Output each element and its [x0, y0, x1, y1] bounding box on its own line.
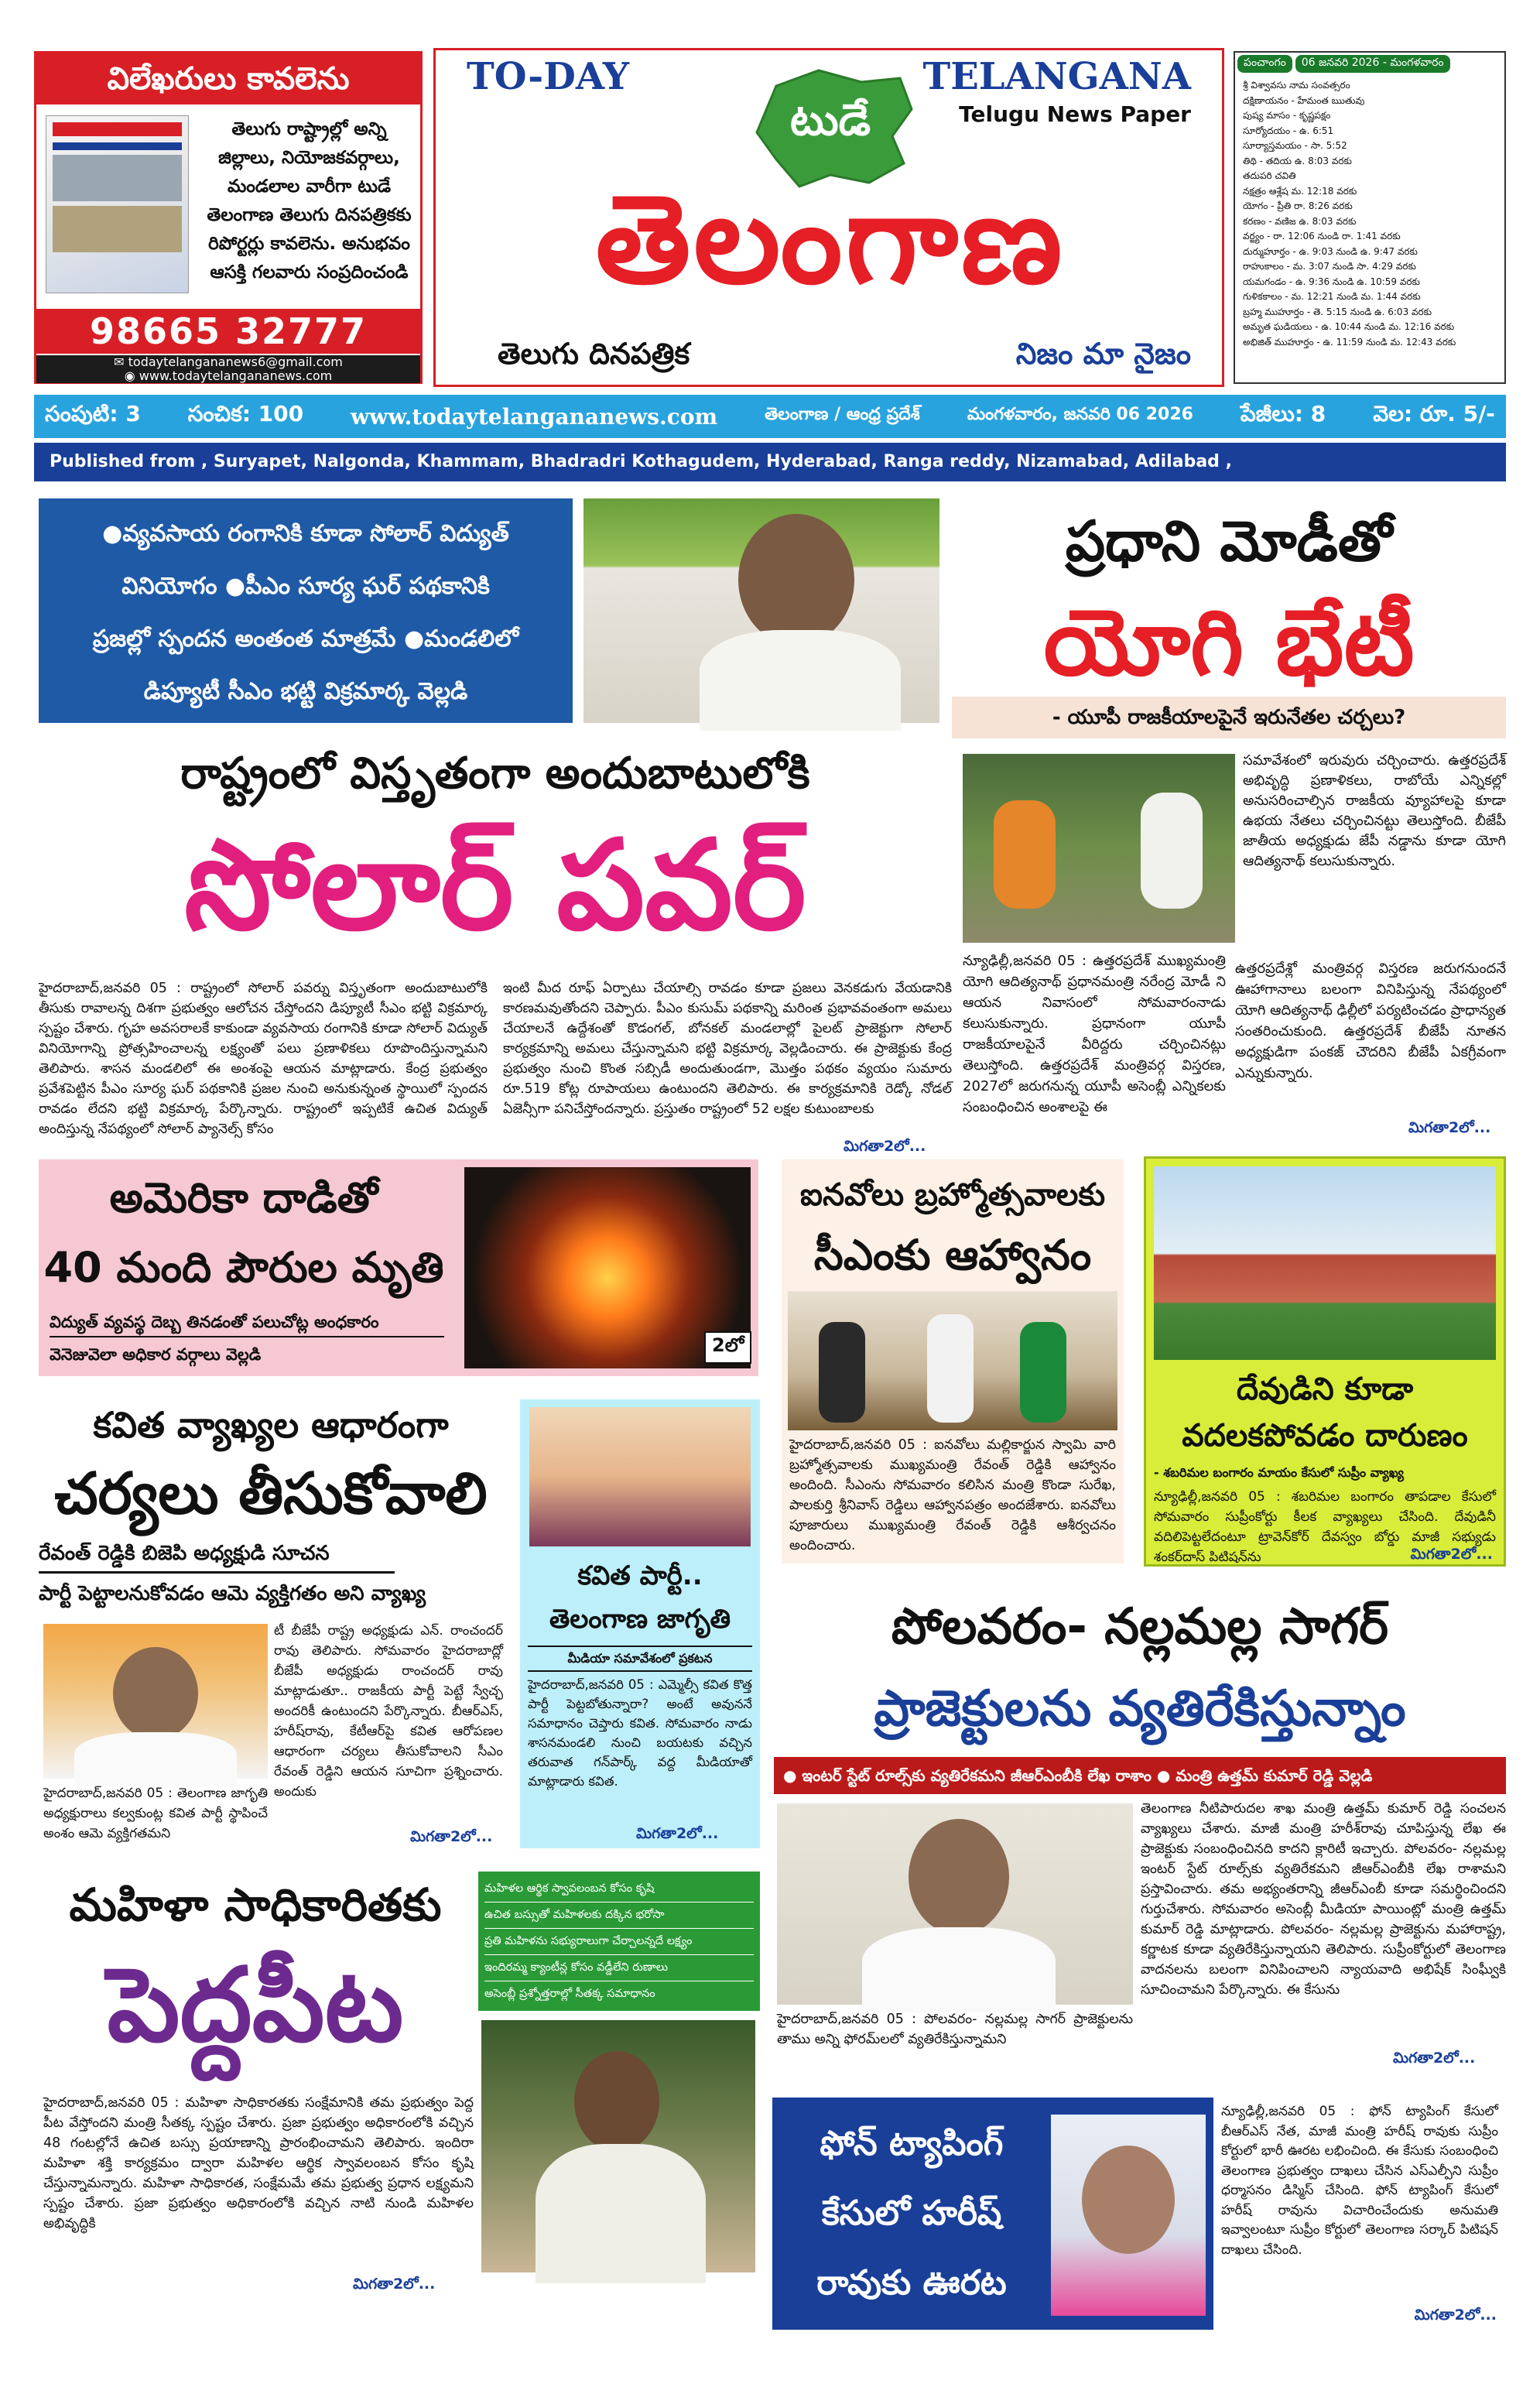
women-bullets-box [478, 1872, 760, 2011]
published-from: Published from , Suryapet, Nalgonda, Khammam, Bhadradri Kothagudem, Hyderabad, Ranga reddy, Nizamabad, Adilabad , [50, 452, 1232, 471]
kavitha-line1: కవిత వ్యాఖ్యల ఆధారంగా [93, 1404, 449, 1446]
panchangam-line: బ్రహ్మ ముహూర్తం - తె. 5:15 నుండి ఉ. 6:03 వరకు [1243, 306, 1432, 317]
kavitha-photo [529, 1407, 751, 1546]
ad-email[interactable]: todaytelangananews6@gmail.com [128, 354, 343, 369]
ad-newspaper-image [46, 115, 189, 293]
supreme-line1: దేవుడిని కూడా [1236, 1372, 1414, 1407]
masthead-tagline: Telugu News Paper [959, 101, 1191, 127]
ad-body: తెలుగు రాష్ట్రాల్లో అన్ని జిల్లాలు, నియోజకవర్గాలు, మండలాల వారీగా టుడే తెలంగాణ తెలుగు దినపత్రికకు రిపోర్టర్లు కావలెను. అనుభవం ఆసక్తి గలవారు సంప్రదించండి [207, 119, 412, 283]
masthead-today: TO-DAY [467, 55, 629, 98]
america-line2: 40 మంది పౌరుల మృతి [43, 1243, 444, 1292]
globe-icon: ◉ [124, 368, 139, 383]
america-line4: వెనెజువెలా అధికార వర్గాలు వెల్లడి [50, 1345, 262, 1364]
phone-body-panel [1213, 2098, 1506, 2330]
states: తెలంగాణ / ఆంధ్ర ప్రదేశ్ [765, 405, 920, 424]
supreme-body: న్యూఢిల్లీ,జనవరి 05 : శబరిమల బంగారం తాపడాల కేసులో సోమవారం సుప్రీంకోర్టు కీలక వ్యాఖ్యలు చేసింది. దేవుడినీ వదిలిపెట్టలేదంటూ ట్రావెన్‌కోర్ దేవస్వం బోర్డు మాజీ సభ్యుడు శంకర్‌దాస్ పిటిషన్‌ను [1154, 1489, 1496, 1565]
modi-continued[interactable]: మిగతా2లో... [1408, 1119, 1491, 1136]
solar-bullet-line: వినియోగం ●పీఎం సూర్య ఘర్ పథకానికి [121, 573, 490, 600]
solar-body-col2: ఇంటి మీద రూఫ్ ఏర్పాటు చేయాల్సి రావడం కూడా ప్రజలు వెనకడుగు వేయడానికి కారణమవుతోందని చెప్పారు. పీఎం కుసుమ్ పథకాన్ని మరింత ప్రభావవంతంగా అమలు చేయాలనే ఉద్దేశంతో కొడంగల్, బోనకల్ మండలాల్లో పైలట్ ప్రాజెక్టుగా సోలార్ కార్యక్రమాన్ని అమలు చేస్తున్నామని భట్టి విక్రమార్క వెల్లడించారు. ఈ ప్రాజెక్టుకు కేంద్ర ప్రభుత్వం నుంచి కొంత సబ్సిడీ అందుతుండగా, మొత్తం పథకం వ్యయం సుమారు రూ.519 కోట్ల రూపాయలు ఉంటుందని తెలిపారు. ఈ కార్యక్రమానికి రెడ్కో నోడల్ ఏజెన్సీగా పనిచేస్తోందన్నారు. ప్రస్తుతం రాష్ట్రంలో 52 లక్షల కుటుంబాలకు [503, 981, 952, 1117]
america-line3: విద్యుత్ వ్యవస్థ దెబ్బ తినడంతో పలుచోట్ల అంధకారం [50, 1308, 444, 1337]
solar-headline: సోలార్ పవర్ [184, 813, 806, 957]
women-bullet: ఇందిరమ్మ క్యాంటీన్ల కోసం వడ్డీలేని రుణాలు [484, 1955, 754, 1981]
solar-continued[interactable]: మిగతా2లో... [844, 1138, 926, 1155]
kavitha-party-body: హైదరాబాద్,జనవరి 05 : ఎమ్మెల్సీ కవిత కొత్త పార్టీ పెట్టబోతున్నారా? అంటే అవుననే సమాధానం చెప్తారు కవిత. సోమవారం నాడు శాసనమండలి నుంచి బయటకు వచ్చిన తరువాత గన్‌పార్క్ వద్ద మీడియాతో మాట్లాడారు కవిత. [528, 1677, 752, 1789]
panchangam-box [1234, 51, 1506, 384]
published-from-bar [34, 443, 1506, 481]
volume: సంపుటి: 3 [45, 401, 141, 426]
bjp-president-photo [43, 1624, 268, 1779]
panchangam-line: దుర్ముహూర్తం - ఉ. 9:03 నుండి ఉ. 9:47 వరకు [1243, 245, 1418, 257]
solar-bullet-line: ప్రజల్లో స్పందన అంతంత మాత్రమే ●మండలిలో [92, 625, 519, 652]
polavaram-line1: పోలవరం- నల్లమల్ల సాగర్ [891, 1598, 1389, 1656]
price: వెల: రూ. 5/- [1373, 401, 1495, 426]
phone-continued[interactable]: మిగతా2లో... [1414, 2307, 1497, 2324]
ainavolu-line2: సీఎంకు ఆహ్వానం [813, 1231, 1092, 1279]
kavitha-line4: పార్టీ పెట్టాలనుకోవడం ఆమె వ్యక్తిగతం అని వ్యాఖ్య [39, 1582, 426, 1605]
cm-meeting-photo [788, 1291, 1117, 1430]
women-bullet: ప్రతి మహిళను సభ్యురాలుగా చేర్చాలన్నదే లక్ష్యం [484, 1929, 754, 1955]
modi-headline: యోగి భేటీ [1043, 589, 1415, 696]
ainavolu-body: హైదరాబాద్,జనవరి 05 : ఐనవోలు మల్లికార్జున స్వామి వారి బ్రహ్మోత్సవాలకు ముఖ్యమంత్రి రేవంత్ రెడ్డికి ఆహ్వానం అందింది. సీఎంను సోమవారం కలిసిన మంత్రి కొండా సురేఖ, పాలకుర్తి శ్రీనివాస్ రెడ్డిలు ఆహ్వానపత్రం అందజేశారు. ఐనవోలు పూజారులు ముఖ్యమంత్రి రేవంత్ రెడ్డికి ఆశీర్వచనం అందించారు. [789, 1437, 1116, 1553]
panchangam-line: రాహుకాలం - మ. 3:07 నుండి సా. 4:29 వరకు [1243, 261, 1416, 272]
kavitha-continued[interactable]: మిగతా2లో... [410, 1828, 493, 1845]
kavitha-body-right: టీ బీజేపీ రాష్ట్ర అధ్యక్షుడు ఎన్. రాంచందర్ రావు తెలిపారు. సోమవారం హైదరాబాద్లో బీజేపీ అధ్యక్షుడు రాంచందర్ రావు మాట్లాడుతూ.. రాజకీయ పార్టీ పెట్టే స్వేచ్ఛ అందరికీ ఉంటుందని పేర్కొన్నారు. బీఆర్ఎస్, హరీష్‌రావు, కేటీఆర్‌పై కవిత ఆరోపణల ఆధారంగా చర్యలు తీసుకోవాలని సీఎం రేవంత్ రెడ్డిని ఆయన సూచిగా ప్రశ్నించారు. అందుకు [274, 1623, 503, 1800]
modi-body-bottom: న్యూఢిల్లీ,జనవరి 05 : ఉత్తరప్రదేశ్ ముఖ్యమంత్రి యోగి ఆదిత్యనాథ్ ప్రధానమంత్రి నరేంద్ర మోడీ ని ఆయన నివాసంలో సోమవారంనాడు కలుసుకున్నారు. ప్రధానంగా యూపీ రాజకీయాలపైనే వీరిద్దరు చర్చించినట్లు తెలుస్తోంది. ఉత్తరప్రదేశ్ మంత్రివర్గ విస్తరణ, 2027లో జరుగనున్న యూపీ అసెంబ్లీ ఎన్నికలకు సంబంధించిన అంశాలపై ఈ [963, 953, 1226, 1115]
kavitha-party-line2: తెలంగాణ జాగృతి [549, 1604, 731, 1635]
modi-kicker: ప్రధాని మోడీతో [1065, 509, 1393, 574]
panchangam-line: యోగం - ప్రీతి రా. 8:26 వరకు [1243, 200, 1353, 211]
kavitha-line2: చర్యలు తీసుకోవాలి [54, 1461, 488, 1527]
kavitha-party-line3: మీడియా సమావేశంలో ప్రకటన [528, 1646, 752, 1672]
women-line1: మహిళా సాధికారితకు [69, 1878, 442, 1931]
panchangam-line: వర్జ్యం - రా. 12:06 నుండి రా. 1:41 వరకు [1243, 231, 1401, 241]
uttam-kumar-photo [777, 1803, 1133, 2005]
info-bar [34, 395, 1506, 438]
kavitha-party-box [520, 1399, 760, 1848]
kavitha-line3: రేవంత్ రెడ్డికి బిజెపి అధ్యక్షుడి సూచన [39, 1536, 395, 1574]
harish-rao-photo [1051, 2115, 1206, 2316]
panchangam-line: గుళికకాలం - మ. 12:21 నుండి మ. 1:44 వరకు [1243, 291, 1421, 302]
website-link[interactable]: www.todaytelangananews.com [351, 403, 718, 430]
panchangam-line: నక్షత్రం ఆశ్లేష మ. 12:18 వరకు [1243, 185, 1357, 197]
america-page-badge[interactable]: 2లో [704, 1331, 751, 1364]
polavaram-line2: ప్రాజెక్టులను వ్యతిరేకిస్తున్నాం [874, 1680, 1406, 1738]
kavitha-body-bottom: హైదరాబాద్,జనవరి 05 : తెలంగాణ జాగృతి అధ్యక్షురాలు కల్వకుంట్ల కవిత పార్టీ స్థాపించే అంశం ఆమె వ్యక్తిగతమని [43, 1786, 268, 1841]
masthead-daily: తెలుగు దినపత్రిక [498, 337, 690, 371]
supreme-subhead: - శబరిమల బంగారం మాయం కేసులో సుప్రీం వ్యాఖ్య [1154, 1465, 1404, 1480]
panchangam-date: 06 జనవరి 2026 - మంగళవారం [1295, 55, 1450, 73]
issue-date: మంగళవారం, జనవరి 06 2026 [967, 405, 1193, 424]
kavitha-party-continued[interactable]: మిగతా2లో... [636, 1825, 719, 1842]
panchangam-line: దక్షిణాయనం - హేమంత ఋతువు [1243, 94, 1365, 106]
supreme-box [1144, 1156, 1506, 1567]
ainavolu-line1: ఐనవోలు బ్రహ్మోత్సవాలకు [799, 1177, 1106, 1213]
panchangam-line: తదుపరి చవితి [1243, 170, 1296, 181]
america-line1: అమెరికా దాడితో [109, 1173, 378, 1222]
panchangam-title: పంచాంగం [1237, 55, 1292, 73]
polavaram-continued[interactable]: మిగతా2లో... [1393, 2050, 1476, 2067]
masthead-today-telugu: టుడే [789, 95, 871, 146]
panchangam-line: కరణం - వణిజ ఉ. 8:03 వరకు [1243, 215, 1357, 227]
women-bullet: మహిళల ఆర్థిక స్వావలంబన కోసం కృషి [484, 1876, 754, 1902]
women-body: హైదరాబాద్,జనవరి 05 : మహిళా సాధికారతకు సంక్షేమానికి తమ ప్రభుత్వం పెద్ద పీట వేస్తోందని మంత్రి సీతక్క స్పష్టం చేశారు. ప్రజా ప్రభుత్వం అధికారంలోకి వచ్చిన 48 గంటల్లోనే ఉచిత బస్సు ప్రయాణాన్ని ప్రారంభించామని తెలిపారు. ఇందిరా మహిళా శక్తి కార్యక్రమం ద్వారా మహిళల ఆర్థిక స్వావలంబన కోసం కృషి చేస్తున్నామన్నారు. మహిళా సాధికారత, సంక్షేమమే తమ ప్రభుత్వ ప్రధాన లక్ష్యమని స్పష్టం చేశారు. ప్రజా ప్రభుత్వం అధికారంలోకి వచ్చిన నాటి నుండి మహిళల అభివృద్ధికి [43, 2095, 474, 2231]
panchangam-line: సూర్యాస్తమయం - సా. 5:52 [1243, 140, 1347, 151]
panchangam-line: పుష్య మాసం - కృష్ణపక్షం [1243, 110, 1331, 121]
pages: పేజీలు: 8 [1240, 401, 1326, 426]
supreme-court-photo [1154, 1166, 1496, 1360]
reporters-wanted-ad [34, 51, 423, 384]
modi-body-right: సమావేశంలో ఇరువురు చర్చించారు. ఉత్తరప్రదేశ్ అభివృద్ధి ప్రణాళికలు, రాబోయే ఎన్నికల్లో అనుసరించాల్సిన రాజకీయ వ్యూహాలపై కూడా ఉభయ నేతలు చర్చించినట్టు తెలుస్తోంది. బీజేపీ జాతీయ అధ్యక్షుడు జేపీ నడ్డాను కూడా యోగి ఆదిత్యనాథ్ కలుసుకున్నారు. [1243, 752, 1506, 869]
modi-subhead: - యూపీ రాజకీయాలపైనే ఇరునేతల చర్చలు? [952, 697, 1506, 738]
solar-body-col1: హైదరాబాద్,జనవరి 05 : రాష్ట్రంలో సోలార్ పవర్ను విస్తృతంగా అందుబాటులోకి తీసుకు రావాలన్న దిశగా ప్రభుత్వం ఆలోచన చేస్తోందని డిప్యూటీ సీఎం భట్టి విక్రమార్క స్పష్టం చేశారు. గృహ అవసరాలకే కాకుండా వ్యవసాయ రంగానికి కూడా సోలార్ విద్యుత్ వినియోగాన్ని ప్రోత్సహించాలన్న లక్ష్యంతో పలు ప్రణాళికలు రూపొందిస్తున్నామని తెలిపారు. శాసన మండలిలో ఈ అంశంపై ఆయన మాట్లాడారు. కేంద్ర ప్రభుత్వం ప్రవేశపెట్టిన పీఎం సూర్య ఘర్ పథకానికి ప్రజల నుంచి అనుకున్నంత స్థాయిలో స్పందన రావడం లేదని భట్టి విక్రమార్క పేర్కొన్నారు. రాష్ట్రంలో ఇప్పటికే ఉచిత విద్యుత్ అందిస్తున్న నేపథ్యంలో సోలార్ ప్యానెల్స్ కోసం [39, 981, 488, 1137]
phone-line1: ఫోన్ ట్యాపింగ్ [820, 2124, 1004, 2163]
supreme-line2: వదలకపోవడం దారుణం [1182, 1418, 1468, 1454]
ad-title: విలేఖరులు కావలెను [36, 53, 420, 104]
issue: సంచిక: 100 [187, 401, 304, 426]
polavaram-strip: ● ఇంటర్ స్టేట్ రూల్స్‌కు వ్యతిరేకమని జీఆర్ఎంబీకి లేఖ రాశాం ● మంత్రి ఉత్తమ్ కుమార్ రెడ్డి వెల్లడి [774, 1757, 1506, 1794]
phone-body: న్యూఢిల్లీ,జనవరి 05 : ఫోన్ ట్యాపింగ్ కేసులో బీఆర్ఎస్ నేత, మాజీ మంత్రి హరీష్ రావుకు సుప్రీం కోర్టులో భారీ ఊరట లభించింది. ఈ కేసుకు సంబంధించి తెలంగాణ ప్రభుత్వం దాఖలు చేసిన ఎస్ఎల్పీని సుప్రీం ధర్మాసనం డిస్మిస్ చేసింది. ఫోన్ ట్యాపింగ్ కేసులో హరీష్ రావును విచారించేందుకు అనుమతి ఇవ్వాలంటూ సుప్రీం కోర్టులో తెలంగాణ సర్కార్ పిటిషన్ దాఖలు చేసింది. [1221, 2104, 1498, 2258]
women-line2: పెద్దపీట [107, 1946, 404, 2065]
ad-phone[interactable]: 98665 32777 [36, 309, 420, 354]
panchangam-line: అభిజిత్ ముహూర్తం - ఉ. 11:59 నుండి మ. 12:43 వరకు [1243, 336, 1456, 348]
polavaram-body-bottom: హైదరాబాద్,జనవరి 05 : పోలవరం- నల్లమల్ల సాగర్ ప్రాజెక్టులను తాము అన్ని ఫోరమ్‌లలో వ్యతిరేకిస్తున్నామని [777, 2012, 1133, 2047]
panchangam-line: శ్రీ విశ్వావసు నామ సంవత్సరం [1243, 80, 1350, 91]
seethakka-photo [481, 2020, 755, 2272]
masthead-telangana: TELANGANA [922, 55, 1191, 98]
women-bullet: ఉచిత బస్సుతో మహిళలకు దక్కిన భరోసా [484, 1902, 754, 1929]
ad-website[interactable]: www.todaytelangananews.com [139, 368, 333, 383]
solar-bullet-box [39, 498, 573, 723]
deputy-cm-photo [583, 498, 939, 723]
email-icon: ✉ [114, 354, 128, 369]
panchangam-line: అమృత ఘడియలు - ఉ. 10:44 నుండి మ. 12:16 వరకు [1243, 321, 1455, 332]
supreme-continued[interactable]: మిగతా2లో... [1410, 1546, 1493, 1563]
solar-kicker: రాష్ట్రంలో విస్తృతంగా అందుబాటులోకి [180, 748, 810, 799]
solar-bullet-line: ●వ్యవసాయ రంగానికి కూడా సోలార్ విద్యుత్ [102, 520, 509, 547]
ainavolu-box [782, 1159, 1124, 1563]
women-bullet: అసెంబ్లీ ప్రశ్నోత్తరాల్లో సీతక్క సమాధానం [484, 1988, 655, 2000]
phone-tapping-box [772, 2098, 1506, 2330]
phone-line3: రావుకు ఊరట [816, 2263, 1007, 2303]
women-continued[interactable]: మిగతా2లో... [353, 2276, 436, 2293]
panchangam-line: తిథి - తదియ ఉ. 8:03 వరకు [1243, 155, 1352, 166]
modi-yogi-photo [963, 754, 1235, 943]
masthead-motto: నిజం మా నైజం [1015, 337, 1191, 371]
panchangam-line: సూర్యోదయం - ఉ. 6:51 [1243, 125, 1334, 136]
panchangam-lines [1235, 75, 1504, 353]
polavaram-body-right: తెలంగాణ నీటిపారుదల శాఖ మంత్రి ఉత్తమ్ కుమార్ రెడ్డి సంచలన వ్యాఖ్యలు చేశారు. మాజీ మంత్రి హరీశ్‌రావు చూపిస్తున్న లేఖ ఈ ప్రాజెక్టుకు సంబంధించినది కాదని క్లారిటీ ఇచ్చారు. పోలవరం- నల్లమల్ల ఇంటర్ స్టేట్ రూల్స్‌కు వ్యతిరేకమని జీఆర్ఎంబీకి లేఖ రాశామని ప్రస్తావించారు. తమ అభ్యంతరాన్ని జీఆర్ఎంబీ కూడా సమర్థించిందని గుర్తుచేశారు. సోమవారం అసెంబ్లీ మీడియా పాయింట్లో మంత్రి ఉత్తమ్ కుమార్ రెడ్డి మాట్లాడారు. పోలవరం- నల్లమల్ల ప్రాజెక్టును మహారాష్ట్ర, కర్ణాటక కూడా వ్యతిరేకిస్తున్నాయని తెలిపారు. సుప్రీంకోర్టులో తెలంగాణ వాదనలను బలంగా వినిపించాలని న్యాయవాది అభిషేక్ సింఘ్వీకి సూచించామని పేర్కొన్నారు. ఈ కేసును [1141, 1801, 1506, 1998]
masthead [433, 48, 1224, 387]
kavitha-party-line1: కవిత పార్టీ.. [577, 1560, 703, 1591]
modi-body-col2: ఉత్తరప్రదేశ్లో మంత్రివర్గ విస్తరణ జరుగనుందనే ఊహాగానాలు బలంగా వినిపిస్తున్న నేపథ్యంలో యోగి ఆదిత్యనాథ్ ఢిల్లీలో పర్యటించడం ప్రాధాన్యత సంతరించుకుంది. ఉత్తరప్రదేశ్ బీజేపీ నూతన అధ్యక్షుడిగా పంకజ్ చౌదరిని బీజేపీ ఏకగ్రీవంగా ఎన్నుకున్నారు. [1235, 961, 1506, 1081]
phone-line2: కేసులో హరీష్ [821, 2194, 1002, 2233]
solar-bullet-line: డిప్యూటీ సీఎం భట్టి విక్రమార్క వెల్లడి [143, 678, 468, 705]
america-box [39, 1159, 758, 1376]
masthead-name-telugu: తెలంగాణ [595, 169, 1066, 311]
panchangam-line: యమగండం - ఉ. 9:36 నుండి ఉ. 10:59 వరకు [1243, 276, 1420, 287]
